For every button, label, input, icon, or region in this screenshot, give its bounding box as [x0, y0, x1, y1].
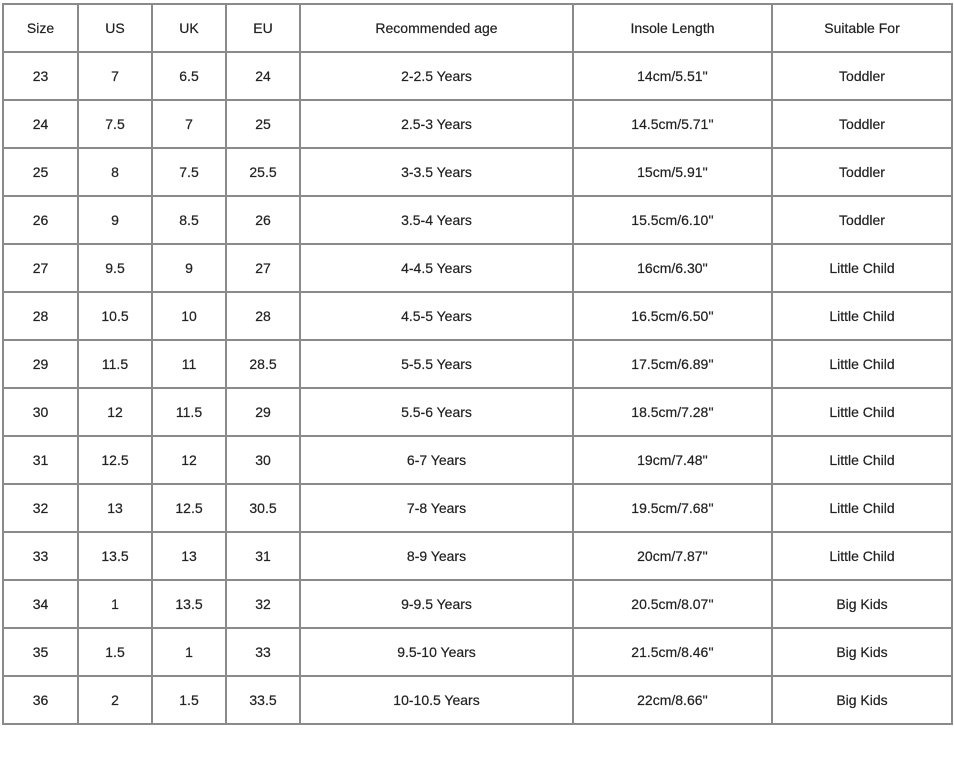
cell-recommended-age: 2-2.5 Years	[300, 52, 573, 100]
cell-suitable-for: Little Child	[772, 484, 952, 532]
cell-suitable-for: Toddler	[772, 52, 952, 100]
column-header-insole-length: Insole Length	[573, 4, 772, 52]
cell-suitable-for: Little Child	[772, 244, 952, 292]
header-row	[3, 4, 952, 52]
cell-us: 7.5	[78, 100, 152, 148]
table-row	[3, 244, 952, 292]
column-header-recommended-age: Recommended age	[300, 4, 573, 52]
cell-insole-length: 18.5cm/7.28''	[573, 388, 772, 436]
cell-recommended-age: 3.5-4 Years	[300, 196, 573, 244]
cell-eu: 32	[226, 580, 300, 628]
cell-suitable-for: Little Child	[772, 436, 952, 484]
cell-size: 29	[3, 340, 78, 388]
cell-uk: 12.5	[152, 484, 226, 532]
cell-recommended-age: 5.5-6 Years	[300, 388, 573, 436]
cell-uk: 11	[152, 340, 226, 388]
cell-uk: 13	[152, 532, 226, 580]
table-row	[3, 628, 952, 676]
cell-us: 1	[78, 580, 152, 628]
cell-uk: 13.5	[152, 580, 226, 628]
cell-eu: 31	[226, 532, 300, 580]
cell-suitable-for: Toddler	[772, 100, 952, 148]
cell-us: 11.5	[78, 340, 152, 388]
cell-uk: 6.5	[152, 52, 226, 100]
cell-eu: 26	[226, 196, 300, 244]
cell-us: 8	[78, 148, 152, 196]
cell-size: 25	[3, 148, 78, 196]
cell-us: 13.5	[78, 532, 152, 580]
cell-insole-length: 16.5cm/6.50''	[573, 292, 772, 340]
cell-recommended-age: 4-4.5 Years	[300, 244, 573, 292]
cell-suitable-for: Little Child	[772, 340, 952, 388]
table-row	[3, 676, 952, 724]
cell-recommended-age: 9-9.5 Years	[300, 580, 573, 628]
cell-suitable-for: Big Kids	[772, 580, 952, 628]
cell-size: 26	[3, 196, 78, 244]
cell-eu: 30.5	[226, 484, 300, 532]
cell-insole-length: 22cm/8.66''	[573, 676, 772, 724]
cell-insole-length: 16cm/6.30''	[573, 244, 772, 292]
column-header-uk: UK	[152, 4, 226, 52]
cell-uk: 9	[152, 244, 226, 292]
cell-us: 1.5	[78, 628, 152, 676]
table-row	[3, 388, 952, 436]
cell-uk: 8.5	[152, 196, 226, 244]
cell-size: 27	[3, 244, 78, 292]
cell-insole-length: 14.5cm/5.71''	[573, 100, 772, 148]
cell-eu: 25.5	[226, 148, 300, 196]
cell-uk: 10	[152, 292, 226, 340]
cell-eu: 28.5	[226, 340, 300, 388]
cell-recommended-age: 2.5-3 Years	[300, 100, 573, 148]
cell-uk: 1	[152, 628, 226, 676]
cell-recommended-age: 5-5.5 Years	[300, 340, 573, 388]
cell-size: 30	[3, 388, 78, 436]
cell-recommended-age: 4.5-5 Years	[300, 292, 573, 340]
cell-uk: 7	[152, 100, 226, 148]
cell-recommended-age: 8-9 Years	[300, 532, 573, 580]
table-row	[3, 100, 952, 148]
cell-insole-length: 21.5cm/8.46''	[573, 628, 772, 676]
column-header-size: Size	[3, 4, 78, 52]
cell-eu: 25	[226, 100, 300, 148]
cell-uk: 7.5	[152, 148, 226, 196]
cell-uk: 1.5	[152, 676, 226, 724]
cell-recommended-age: 9.5-10 Years	[300, 628, 573, 676]
cell-us: 13	[78, 484, 152, 532]
cell-suitable-for: Big Kids	[772, 676, 952, 724]
cell-us: 9	[78, 196, 152, 244]
cell-eu: 33.5	[226, 676, 300, 724]
cell-us: 7	[78, 52, 152, 100]
cell-insole-length: 20.5cm/8.07''	[573, 580, 772, 628]
table-row	[3, 484, 952, 532]
cell-size: 35	[3, 628, 78, 676]
cell-suitable-for: Little Child	[772, 388, 952, 436]
cell-eu: 33	[226, 628, 300, 676]
cell-insole-length: 14cm/5.51''	[573, 52, 772, 100]
column-header-suitable-for: Suitable For	[772, 4, 952, 52]
size-chart-table	[2, 3, 953, 725]
cell-size: 32	[3, 484, 78, 532]
cell-size: 34	[3, 580, 78, 628]
cell-size: 23	[3, 52, 78, 100]
cell-size: 24	[3, 100, 78, 148]
table-row	[3, 580, 952, 628]
table-body	[3, 52, 952, 724]
cell-size: 36	[3, 676, 78, 724]
cell-size: 28	[3, 292, 78, 340]
cell-size: 33	[3, 532, 78, 580]
cell-eu: 30	[226, 436, 300, 484]
cell-eu: 24	[226, 52, 300, 100]
table-row	[3, 148, 952, 196]
cell-size: 31	[3, 436, 78, 484]
cell-suitable-for: Little Child	[772, 532, 952, 580]
cell-suitable-for: Toddler	[772, 148, 952, 196]
cell-us: 9.5	[78, 244, 152, 292]
cell-us: 12	[78, 388, 152, 436]
cell-recommended-age: 10-10.5 Years	[300, 676, 573, 724]
table-row	[3, 532, 952, 580]
cell-insole-length: 17.5cm/6.89''	[573, 340, 772, 388]
cell-suitable-for: Big Kids	[772, 628, 952, 676]
cell-insole-length: 15.5cm/6.10''	[573, 196, 772, 244]
cell-recommended-age: 7-8 Years	[300, 484, 573, 532]
cell-us: 2	[78, 676, 152, 724]
cell-uk: 11.5	[152, 388, 226, 436]
table-row	[3, 436, 952, 484]
cell-eu: 28	[226, 292, 300, 340]
column-header-eu: EU	[226, 4, 300, 52]
cell-insole-length: 19.5cm/7.68''	[573, 484, 772, 532]
cell-recommended-age: 6-7 Years	[300, 436, 573, 484]
column-header-us: US	[78, 4, 152, 52]
cell-insole-length: 20cm/7.87''	[573, 532, 772, 580]
table-header	[3, 4, 952, 52]
cell-eu: 27	[226, 244, 300, 292]
cell-eu: 29	[226, 388, 300, 436]
table-row	[3, 292, 952, 340]
cell-us: 12.5	[78, 436, 152, 484]
cell-suitable-for: Little Child	[772, 292, 952, 340]
cell-us: 10.5	[78, 292, 152, 340]
table-row	[3, 196, 952, 244]
cell-uk: 12	[152, 436, 226, 484]
cell-insole-length: 19cm/7.48''	[573, 436, 772, 484]
table-row	[3, 340, 952, 388]
cell-suitable-for: Toddler	[772, 196, 952, 244]
cell-insole-length: 15cm/5.91''	[573, 148, 772, 196]
cell-recommended-age: 3-3.5 Years	[300, 148, 573, 196]
table-row	[3, 52, 952, 100]
